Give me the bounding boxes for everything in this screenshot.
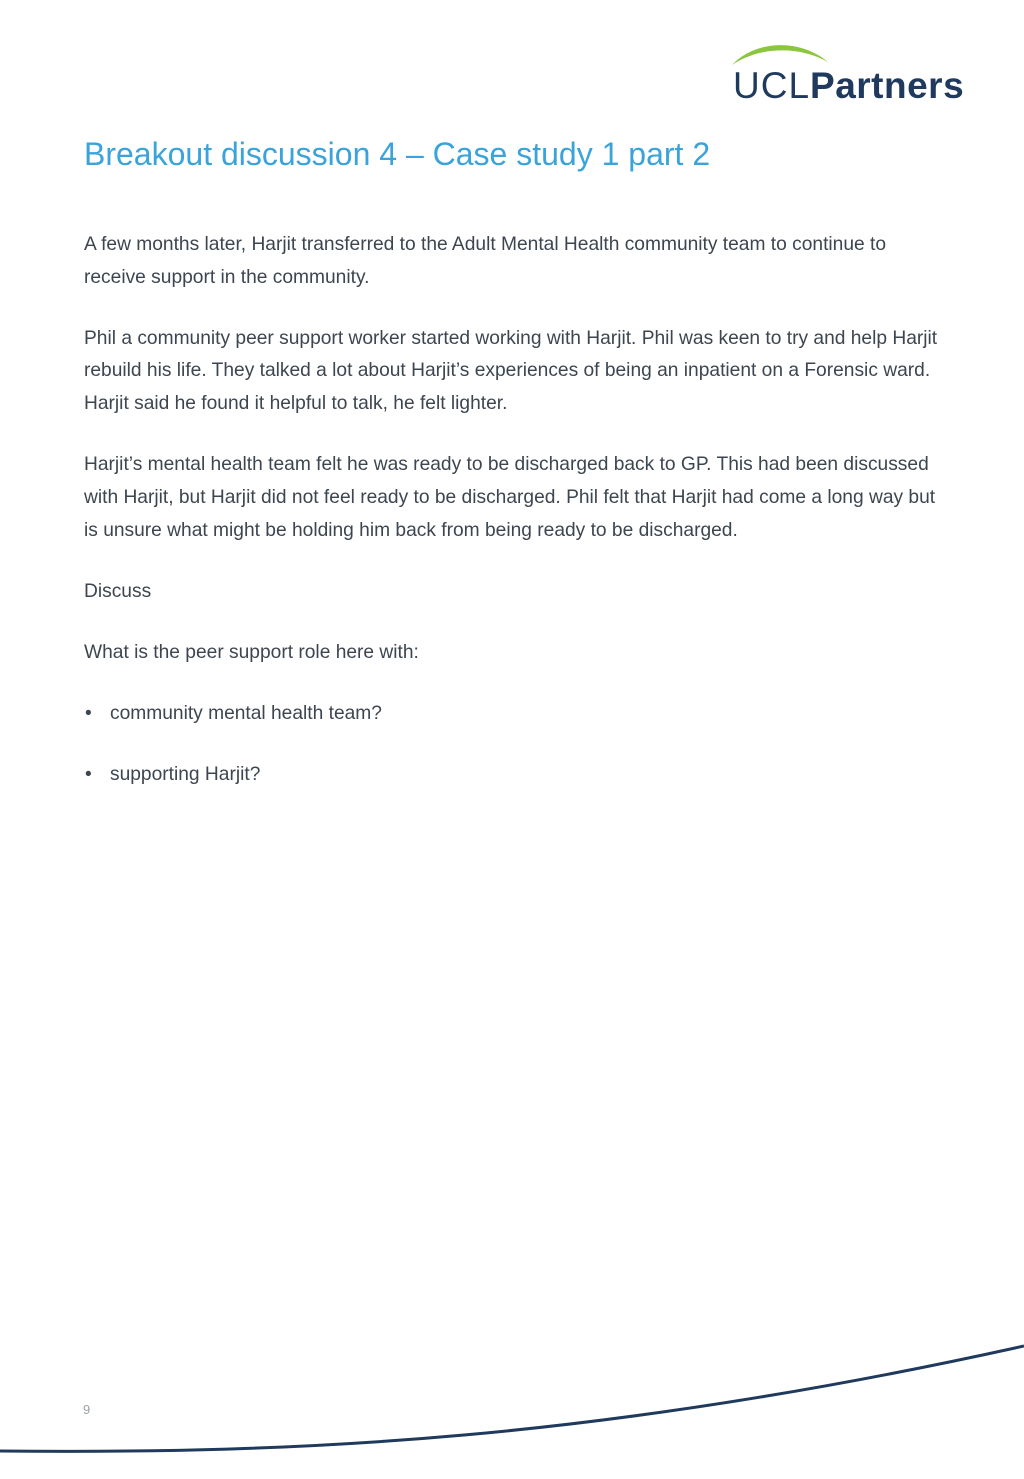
- discussion-question: What is the peer support role here with:: [84, 641, 419, 663]
- page-title: Breakout discussion 4 – Case study 1 part 2: [84, 136, 711, 172]
- logo-ucl-text: UCL: [733, 65, 811, 106]
- footer-curve-decoration: [0, 1330, 1024, 1479]
- bullet-text: supporting Harjit?: [110, 763, 261, 785]
- paragraph-peer-support: Phil a community peer support worker started working with Harjit. Phil was keen to try and help Harjit rebuild his life. They talked a lot about Harjit’s experiences of being an inpatient on a Forensic ward. Harjit said he found it helpful to talk, he felt lighter.: [84, 327, 938, 415]
- bullet-text: community mental health team?: [110, 702, 382, 724]
- bullet-icon: •: [85, 763, 92, 785]
- discuss-heading: Discuss: [84, 580, 152, 602]
- discussion-bullet-list: [84, 698, 944, 792]
- case-study-content: [84, 229, 944, 820]
- bullet-item: [84, 759, 944, 792]
- logo-arc-icon: [730, 38, 830, 68]
- uclpartners-logo: [730, 38, 970, 110]
- bullet-icon: •: [85, 702, 92, 724]
- paragraph-transfer: A few months later, Harjit transferred to the Adult Mental Health community team to continue to receive support in the community.: [84, 234, 887, 288]
- page-number: 9: [83, 1402, 91, 1417]
- logo-partners-text: Partners: [810, 65, 965, 106]
- paragraph-discharge: Harjit’s mental health team felt he was ready to be discharged back to GP. This had been discussed with Harjit, but Harjit did not feel ready to be discharged. Phil felt that Harjit had come a long way but is unsure what might be holding him back from being ready to be discharged.: [84, 454, 936, 541]
- logo-wordmark: [733, 66, 964, 106]
- bullet-item: [84, 698, 944, 731]
